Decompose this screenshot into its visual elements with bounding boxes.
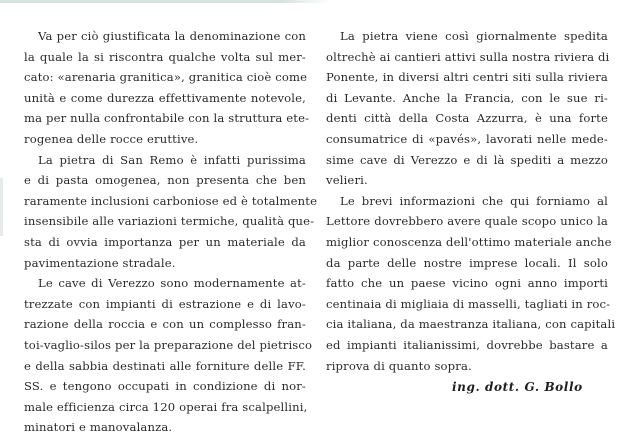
text-line: da parte delle nostre imprese locali. Il solo [326,255,608,270]
paragraph [326,26,608,191]
text-line: pavimentazione stradale. [24,255,176,270]
text-line: riprova di quanto sopra. [326,358,472,373]
text-line: Va per ciò giustificata la denominazione con [38,29,306,43]
paragraph [24,26,310,150]
text-line: Lettore dovrebbero avere quale scopo unico la [326,214,608,229]
text-line: insensibile alle variazioni termiche, qualità que- [24,214,315,229]
text-line: razione della roccia e con un complesso fran- [24,317,306,332]
text-line: Le cave di Verezzo sono modernamente at- [38,276,306,291]
text-line: oltrechè ai cantieri attivi sulla nostra riviera di [326,49,610,64]
text-line: la quale la si riscontra qualche volta sul mer- [24,49,306,64]
author-signature: ing. dott. G. Bollo [452,380,583,394]
text-line: centinaia di migliaia di masselli, tagliati in roc- [326,296,611,311]
text-line: male efficienza circa 120 operai fra scalpellini, [24,399,308,414]
left-column [24,26,318,438]
text-line: e della sabbia destinati alle forniture delle FF. [24,358,306,373]
scan-top-border [0,0,330,3]
scan-edge-mark [0,178,3,236]
text-line: fatto che un paese vicino ogni anno importi [326,276,608,291]
paragraph [24,150,318,274]
text-line: velieri. [326,173,368,188]
text-line: trezzate con impianti di estrazione e di lavo- [24,296,306,311]
text-line: Le brevi informazioni che qui forniamo al [340,193,608,208]
text-line: SS. e tengono occupati in condizione di nor- [24,379,306,394]
text-line: rogenea delle rocce eruttive. [24,131,199,146]
text-line: cia italiana, da maestranza italiana, con capitali [326,317,616,332]
text-line: consumatrice di «pavés», lavorati nelle mede- [326,131,608,146]
text-line: raramente inclusioni carboniose ed è totalmente [24,193,318,208]
text-line: Ponente, in diversi altri centri siti sulla riviera [326,70,608,85]
text-line: ma per nulla confrontabile con la struttura ete- [24,111,310,126]
right-column [326,26,616,376]
text-line: miglior conoscenza dell'ottimo materiale anche [326,234,612,249]
paragraph [24,273,313,438]
text-line: e di pasta omogenea, non presenta che ben [24,173,306,188]
text-line: ed impianti italianissimi, dovrebbe bastare a [326,337,608,352]
text-line: unità e come durezza effettivamente notevole, [24,90,306,105]
text-line: sime cave di Verezzo e di là spediti a mezzo [326,152,608,167]
text-line: denti città della Costa Azzurra, è una forte [326,111,608,126]
text-line: sta di ovvia importanza per un materiale da [24,234,306,249]
text-line: minatori e manovalanza. [24,420,173,435]
text-line: di Levante. Anche la Francia, con le sue ri- [326,90,608,105]
paragraph [326,191,616,376]
text-line: cato: «arenaria granitica», granitica cioè come [24,70,308,85]
text-line: La pietra di San Remo è infatti purissima [38,152,306,167]
text-line: toi-vaglio-silos per la preparazione del pietrisco [24,337,313,352]
text-line: La pietra viene così giornalmente spedita [340,29,608,43]
